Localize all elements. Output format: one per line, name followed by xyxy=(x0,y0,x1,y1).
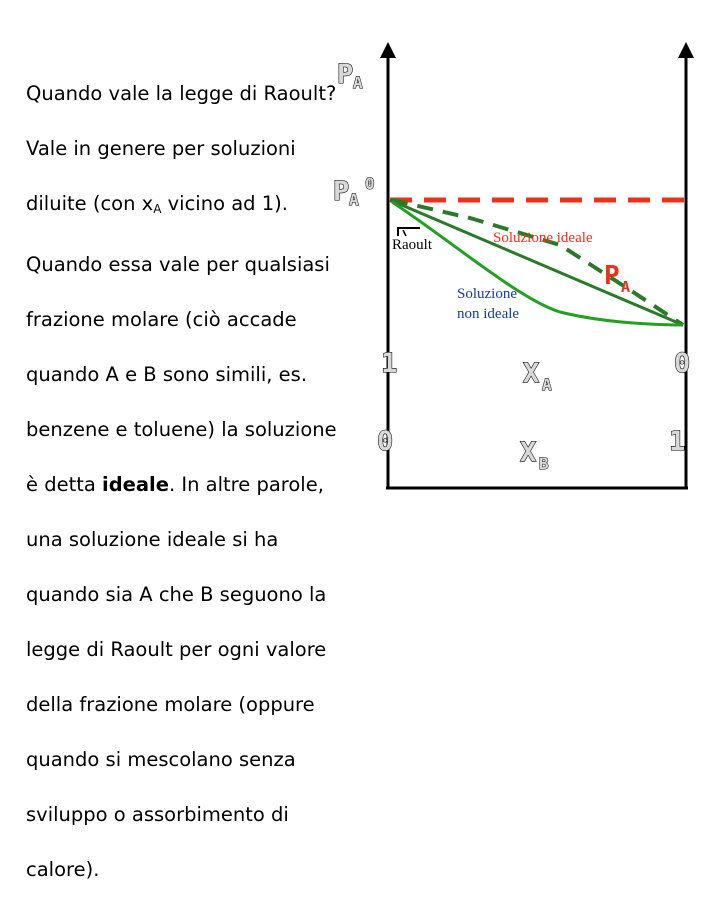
xb-label: X xyxy=(520,437,537,468)
y-axis-label: P xyxy=(337,59,354,90)
pa0-label: P xyxy=(333,176,350,207)
raoult-marker-tick xyxy=(403,230,406,236)
xb-left-value: 0 xyxy=(377,426,394,457)
text-line: legge di Raoult per ogni valore xyxy=(26,637,327,661)
pa0-sub: A xyxy=(349,190,359,209)
text-fragment: è detta xyxy=(26,472,103,496)
text-line: sviluppo o assorbimento di xyxy=(26,802,289,826)
text-line: quando si mescolano senza xyxy=(26,747,296,771)
xb-right-value: 1 xyxy=(669,426,686,457)
nonideal-label-2: non ideale xyxy=(457,306,520,322)
subscript: A xyxy=(153,201,162,216)
text-line: quando sia A che B seguono la xyxy=(26,582,327,606)
curve-sub: A xyxy=(621,278,631,296)
y-axis-sub: A xyxy=(353,73,363,92)
ideal-label: Soluzione ideale xyxy=(493,230,593,246)
bold-term: ideale xyxy=(102,472,169,496)
pa0-sup: 0 xyxy=(365,174,375,193)
text-line: della frazione molare (oppure xyxy=(26,692,315,716)
text-fragment: diluite (con x xyxy=(26,191,154,215)
xa-sub: A xyxy=(542,375,552,394)
raoult-marker xyxy=(398,228,420,236)
text-line: una soluzione ideale si ha xyxy=(26,527,279,551)
text-line: calore). xyxy=(26,857,100,881)
text-line: Vale in genere per soluzioni xyxy=(26,136,296,160)
text-line: Quando vale la legge di Raoult? xyxy=(26,81,337,105)
nonideal-label-1: Soluzione xyxy=(457,286,517,302)
text-fragment: . In altre parole, xyxy=(168,472,324,496)
text-line: quando A e B sono simili, es. xyxy=(26,362,308,386)
xa-left-value: 1 xyxy=(381,348,398,379)
xb-sub: B xyxy=(539,454,549,473)
text-line: Quando essa vale per qualsiasi xyxy=(26,252,330,276)
xa-label: X xyxy=(523,358,540,389)
left-axis-arrow xyxy=(380,42,396,58)
right-axis-arrow xyxy=(678,42,694,58)
text-line: frazione molare (ciò accade xyxy=(26,307,297,331)
text-line: benzene e toluene) la soluzione xyxy=(26,417,337,441)
xa-right-value: 0 xyxy=(674,348,691,379)
curve-label: P xyxy=(604,261,620,291)
raoult-label: Raoult xyxy=(392,237,432,253)
text-fragment: vicino ad 1). xyxy=(161,191,288,215)
